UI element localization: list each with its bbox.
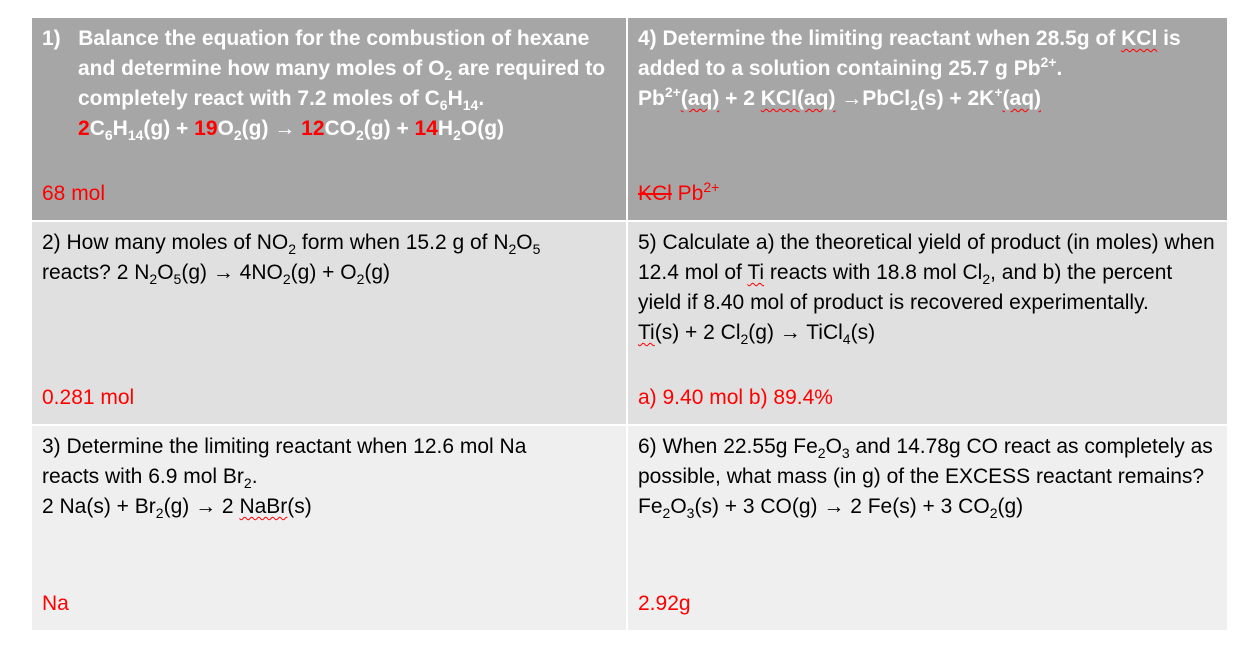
question-5-answer: a) 9.40 mol b) 89.4% [638,386,833,409]
question-2-cell [32,222,628,426]
question-3-answer: Na [42,592,69,615]
question-4-answer: KCl $Pb^{2+}$ [638,179,720,205]
question-1-cell [32,18,628,222]
question-6-equation: $Fe_2O_3(s) + 3$ CO(g) → 2 Fe(s) + 3 $CO_2(g)$ [638,495,1024,522]
question-4-text: 4) Determine the limiting reactant when 28.5g of KCl is added to a solution containing 25.7 g $Pb^{2+}$. $Pb^{2+}(aq) + 2$ KCl(aq) →PbCl$_2$(s) + 2K+(aq) [638,27,1181,114]
question-5-equation: Ti(s) + 2 $Cl_2(g)$ → TiCl$_4$(s) [638,321,876,348]
worksheet-table [32,18,1227,630]
question-4-equation: $Pb^{2+}(aq) + 2$ KCl(aq) →PbCl$_2$(s) + 2K+(aq) [638,84,1042,114]
question-3-cell [32,426,628,630]
question-2-text: 2) How many moles of $NO_2$ form when 15.2 g of $N_2O_5$ reacts? 2 $N_2O_5(g) \to 4NO_2(g) + O_2(g)$ [42,231,541,288]
question-3-equation: 2 $Na(s) + Br_2(g) \to 2$ NaBr(s) [42,495,312,522]
question-1-equation: $2C_6H_{14}(g) + 19O_2(g) \to 12CO_2(g) + 14H_2O(g)$ [78,117,505,144]
question-3-text: 3) Determine the limiting reactant when 12.6 mol Na reacts with 6.9 mol $Br_2$. 2 $Na(s) + Br_2(g) \to 2$ NaBr(s) [42,435,527,522]
question-1-text: 1) Balance the equation for the combustion of hexane and determine how many moles of $O_2$ are required to completely react with 7.2 moles of $C_6H_{14}$. $2C_6H_{14}(g) + 19O_2(g) \to 12CO_2(g) + 14H_2O(g)$ [42,27,606,144]
question-6-cell [628,426,1227,630]
question-4-cell [628,18,1227,222]
question-6-answer: 2.92g [638,592,691,615]
question-6-text: 6) When 22.55g $Fe_2O_3$ and 14.78g CO react as completely as possible, what mass (in g) of the EXCESS reactant remains? $Fe_2O_3(s) + 3$ CO(g) → 2 Fe(s) + 3 $CO_2(g)$ [638,435,1213,522]
question-1-answer: 68 mol [42,182,106,205]
question-2-answer: 0.281 mol [42,386,135,409]
question-5-cell [628,222,1227,426]
question-5-text: 5) Calculate a) the theoretical yield of product (in moles) when 12.4 mol of Ti reacts with 18.8 mol $Cl_2$, and b) the percent yield if 8.40 mol of product is recovered experimentally. Ti(s) + 2 $Cl_2(g)$ → TiCl$_4$(s) [638,231,1215,348]
